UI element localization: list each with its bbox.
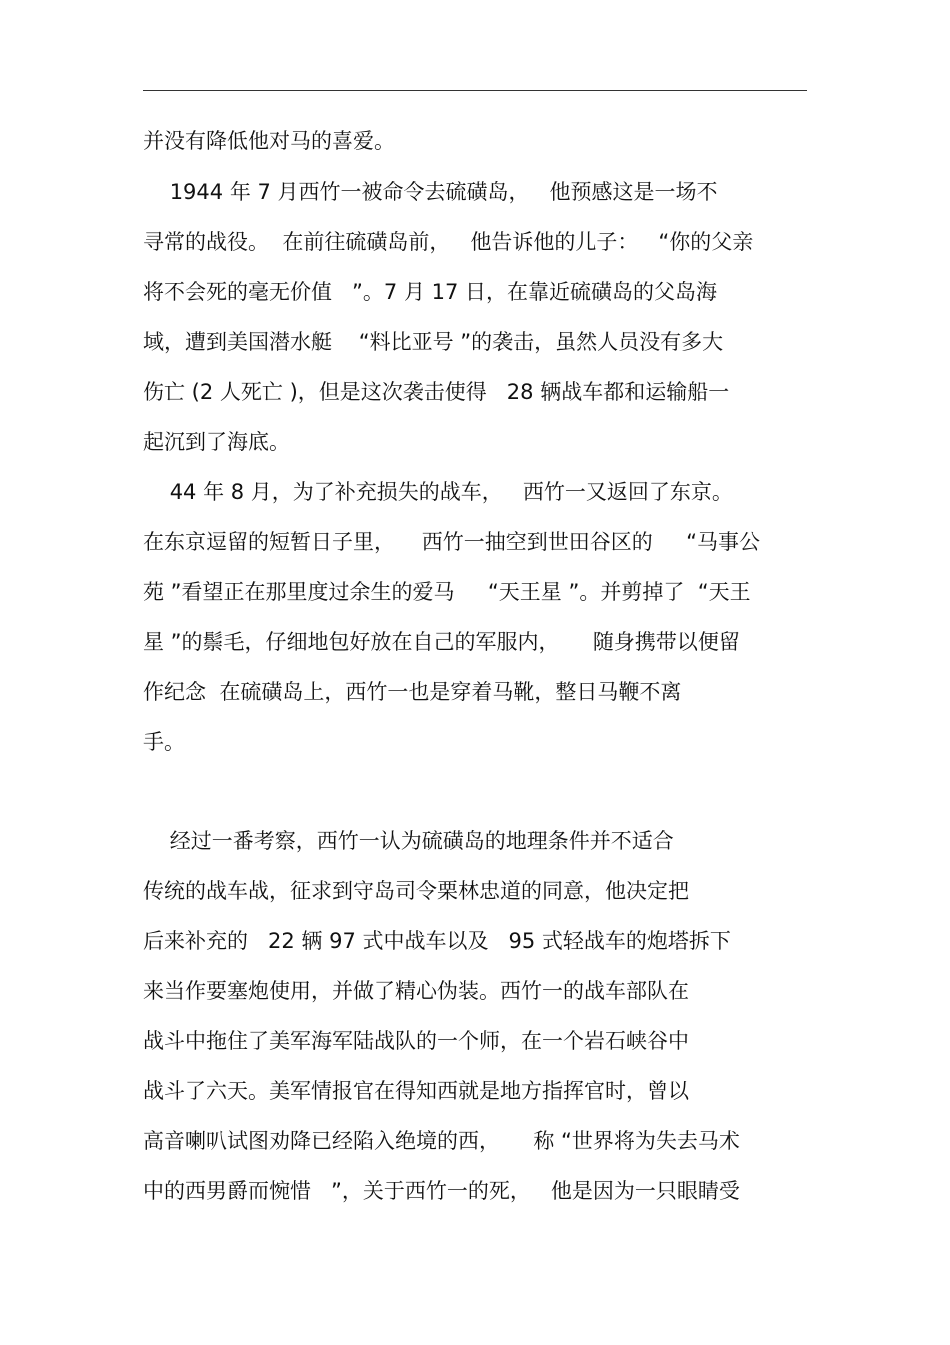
text-line: 作纪念 在硫磺岛上，西竹一也是穿着马靴，整日马鞭不离: [143, 680, 682, 704]
text-line: 伤亡 (2 人死亡 )，但是这次袭击使得 28 辆战车都和运输船一: [143, 380, 730, 404]
text-line: 起沉到了海底。: [143, 430, 290, 454]
text-line: 战斗了六天。美军情报官在得知西就是地方指挥官时，曾以: [143, 1079, 689, 1103]
text-line: 战斗中拖住了美军海军陆战队的一个师，在一个岩石峡谷中: [143, 1029, 689, 1053]
text-line: 传统的战车战，征求到守岛司令栗林忠道的同意，他决定把: [143, 879, 689, 903]
text-line: 苑 ”看望正在那里度过余生的爱马 “天王星 ”。并剪掉了 “天王: [143, 580, 751, 604]
text-line: 44 年 8 月，为了补充损失的战车， 西竹一又返回了东京。: [143, 480, 733, 504]
text-line: 后来补充的 22 辆 97 式中战车以及 95 式轻战车的炮塔拆下: [143, 929, 731, 953]
text-line: 1944 年 7 月西竹一被命令去硫磺岛， 他预感这是一场不: [143, 180, 718, 204]
text-line: 经过一番考察，西竹一认为硫磺岛的地理条件并不适合: [143, 829, 674, 853]
text-line: 并没有降低他对马的喜爱。: [143, 129, 395, 153]
text-line: 来当作要塞炮使用，并做了精心伪装。西竹一的战车部队在: [143, 979, 689, 1003]
text-line: 星 ”的鬃毛，仔细地包好放在自己的军服内， 随身携带以便留: [143, 630, 740, 654]
text-line: 域，遭到美国潜水艇 “料比亚号 ”的袭击，虽然人员没有多大: [143, 330, 724, 354]
text-line: 将不会死的毫无价值 ”。7 月 17 日，在靠近硫磺岛的父岛海: [143, 280, 718, 304]
text-line: 手。: [143, 730, 185, 754]
text-line: 寻常的战役。 在前往硫磺岛前， 他告诉他的儿子： “你的父亲: [143, 230, 754, 254]
text-line: 在东京逗留的短暂日子里， 西竹一抽空到世田谷区的 “马事公: [143, 530, 760, 554]
text-line: 高音喇叭试图劝降已经陷入绝境的西， 称 “世界将为失去马术: [143, 1129, 740, 1153]
text-line: 中的西男爵而惋惜 ”，关于西竹一的死， 他是因为一只眼睛受: [143, 1179, 740, 1203]
